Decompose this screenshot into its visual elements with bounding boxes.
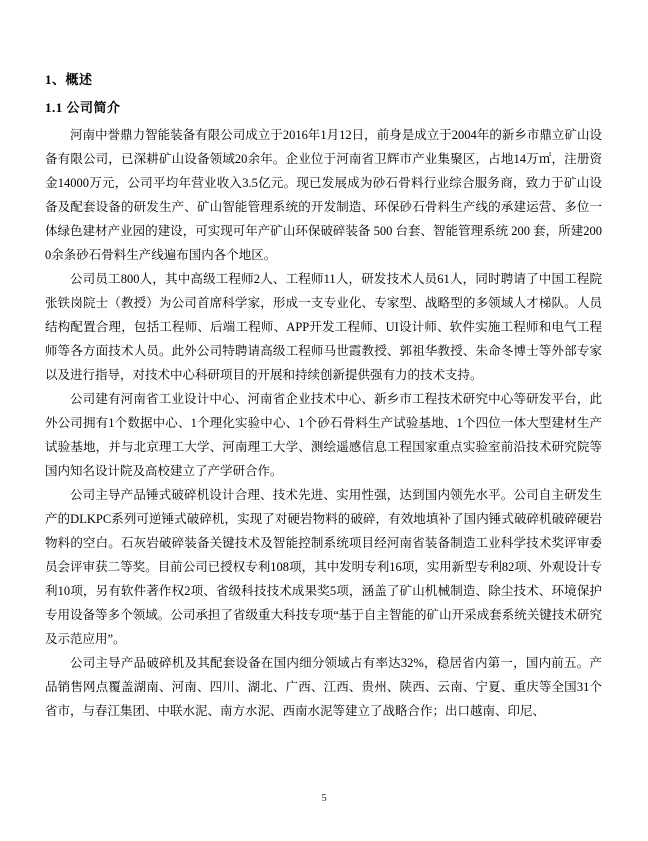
section-heading: 1、概述: [45, 72, 93, 87]
body-paragraph: 公司员工800人，其中高级工程师2人、工程师11人，研发技术人员61人，同时聘请了中国工程院张铁岗院士（教授）为公司首席科学家，形成一支专业化、专家型、战略型的多领域人才梯队。人员结构配置合理，包括工程师、后端工程师、APP开发工程师、UI设计师、软件实施工程师和电气工程师等各方面技术人员。此外公司特聘请高级工程师马世霞教授、郭祖华教授、朱命冬博士等外部专家以及进行指导，对技术中心科研项目的开展和持续创新提供强有力的技术支持。: [45, 272, 602, 382]
body-paragraph: 公司建有河南省工业设计中心、河南省企业技术中心、新乡市工程技术研究中心等研发平台，此外公司拥有1个数据中心、1个理化实验中心、1个砂石骨料生产试验基地、1个四位一体大型建材生产试验基地，并与北京理工大学、河南理工大学、测绘遥感信息工程国家重点实验室前沿技术研究院等国内知名设计院及高校建立了产学研合作。: [45, 392, 602, 478]
page-number: 5: [321, 792, 327, 804]
body-paragraph: 河南中誉鼎力智能装备有限公司成立于2016年1月12日，前身是成立于2004年的新乡市鼎立矿山设备有限公司，已深耕矿山设备领域20余年。企业位于河南省卫辉市产业集聚区，占地14万㎡，注册资金14000万元，公司平均年营业收入3.5亿元。现已发展成为砂石骨料行业综合服务商，致力于矿山设备及配套设备的研发生产、矿山智能管理系统的开发制造、环保砂石骨料生产线的承建运营、多位一体绿色建材产业园的建设，可实现可年产矿山环保破碎装备 500 台套、智能管理系统 200 套，所建2000余条砂石骨料生产线遍布国内各个地区。: [45, 128, 602, 262]
page-content: [45, 71, 602, 723]
body-paragraph: 公司主导产品破碎机及其配套设备在国内细分领域占有率达32%，稳居省内第一，国内前五。产品销售网点覆盖湖南、河南、四川、湖北、广西、江西、贵州、陕西、云南、宁夏、重庆等全国31个省市，与春江集团、中联水泥、南方水泥、西南水泥等建立了战略合作；出口越南、印尼、: [45, 656, 602, 718]
subsection-heading: 1.1 公司简介: [45, 100, 121, 115]
body-paragraph: 公司主导产品锤式破碎机设计合理、技术先进、实用性强，达到国内领先水平。公司自主研发生产的DLKPC系列可逆锤式破碎机，实现了对硬岩物料的破碎，有效地填补了国内锤式破碎机破碎硬岩物料的空白。石灰岩破碎装备关键技术及智能控制系统项目经河南省装备制造工业科学技术奖评审委员会评审获二等奖。目前公司已授权专利108项，其中发明专利16项，实用新型专利82项、外观设计专利10项，另有软件著作权2项、省级科技技术成果奖5项，涵盖了矿山机械制造、除尘技术、环境保护专用设备等多个领域。公司承担了省级重大科技专项“基于自主智能的矿山开采成套系统关键技术研究及示范应用”。: [45, 488, 602, 646]
